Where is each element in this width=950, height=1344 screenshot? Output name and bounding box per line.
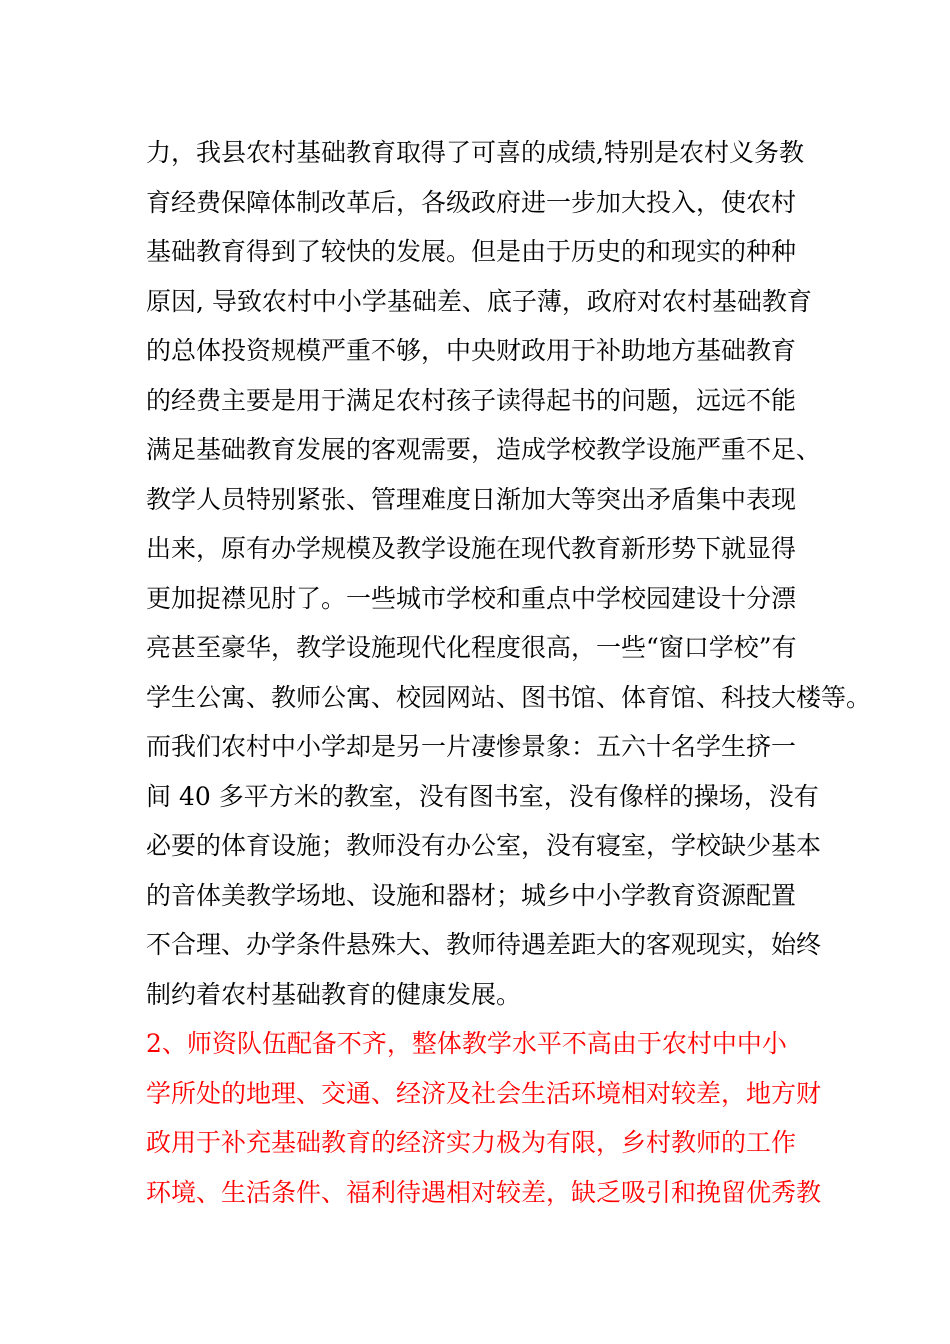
text-line: 制约着农村基础教育的健康发展。 xyxy=(146,979,522,1009)
text-line: 学所处的地理、交通、经济及社会生活环境相对较差，地方财 xyxy=(146,1078,822,1108)
section-number: 2、 xyxy=(146,1029,187,1058)
text-line: 更加捉襟见肘了。一些城市学校和重点中学校园建设十分漂 xyxy=(146,583,797,613)
text-line: 而我们农村中小学却是另一片凄惨景象：五六十名学生挤一 xyxy=(146,732,797,761)
document-body xyxy=(146,128,872,1217)
text-line: 满足基础教育发展的客观需要，造成学校教学设施严重不足、 xyxy=(146,435,822,464)
text-line: 的音体美教学场地、设施和器材；城乡中小学教育资源配置 xyxy=(146,880,797,910)
text-line: 学生公寓、教师公寓、校园网站、图书馆、体育馆、科技大楼等。 xyxy=(146,682,872,712)
text-line: 力，我县农村基础教育取得了可喜的成绩,特别是农村义务教 xyxy=(146,138,804,167)
text-line: 政用于补充基础教育的经济实力极为有限，乡村教师的工作 xyxy=(146,1128,797,1157)
text-line: 原因, 导致农村中小学基础差、底子薄，政府对农村基础教育 xyxy=(146,286,812,316)
text-line: 的总体投资规模严重不够，中央财政用于补助地方基础教育 xyxy=(146,336,797,365)
text-line: 不合理、办学条件悬殊大、教师待遇差距大的客观现实，始终 xyxy=(146,930,822,959)
text-line: 间 40 多平方米的教室，没有图书室，没有像样的操场，没有 xyxy=(146,781,819,811)
text-line: 必要的体育设施；教师没有办公室，没有寝室，学校缺少基本 xyxy=(146,831,822,860)
section-first-line: 师资队伍配备不齐，整体教学水平不高由于农村中中小 xyxy=(186,1029,787,1058)
text-line: 亮甚至豪华，教学设施现代化程度很高，一些“窗口学校”有 xyxy=(146,633,797,662)
text-line: 教学人员特别紧张、管理难度日渐加大等突出矛盾集中表现 xyxy=(146,484,797,514)
text-line: 育经费保障体制改革后，各级政府进一步加大投入，使农村 xyxy=(146,187,797,217)
paragraph-1 xyxy=(146,128,872,1019)
text-line: 出来，原有办学规模及教学设施在现代教育新形势下就显得 xyxy=(146,534,797,563)
text-line xyxy=(146,1019,818,1069)
text-line: 环境、生活条件、福利待遇相对较差，缺乏吸引和挽留优秀教 xyxy=(146,1177,822,1207)
paragraph-2 xyxy=(146,1019,822,1217)
text-line: 基础教育得到了较快的发展。但是由于历史的和现实的种种 xyxy=(146,237,797,266)
text-line: 的经费主要是用于满足农村孩子读得起书的问题，远远不能 xyxy=(146,385,797,415)
